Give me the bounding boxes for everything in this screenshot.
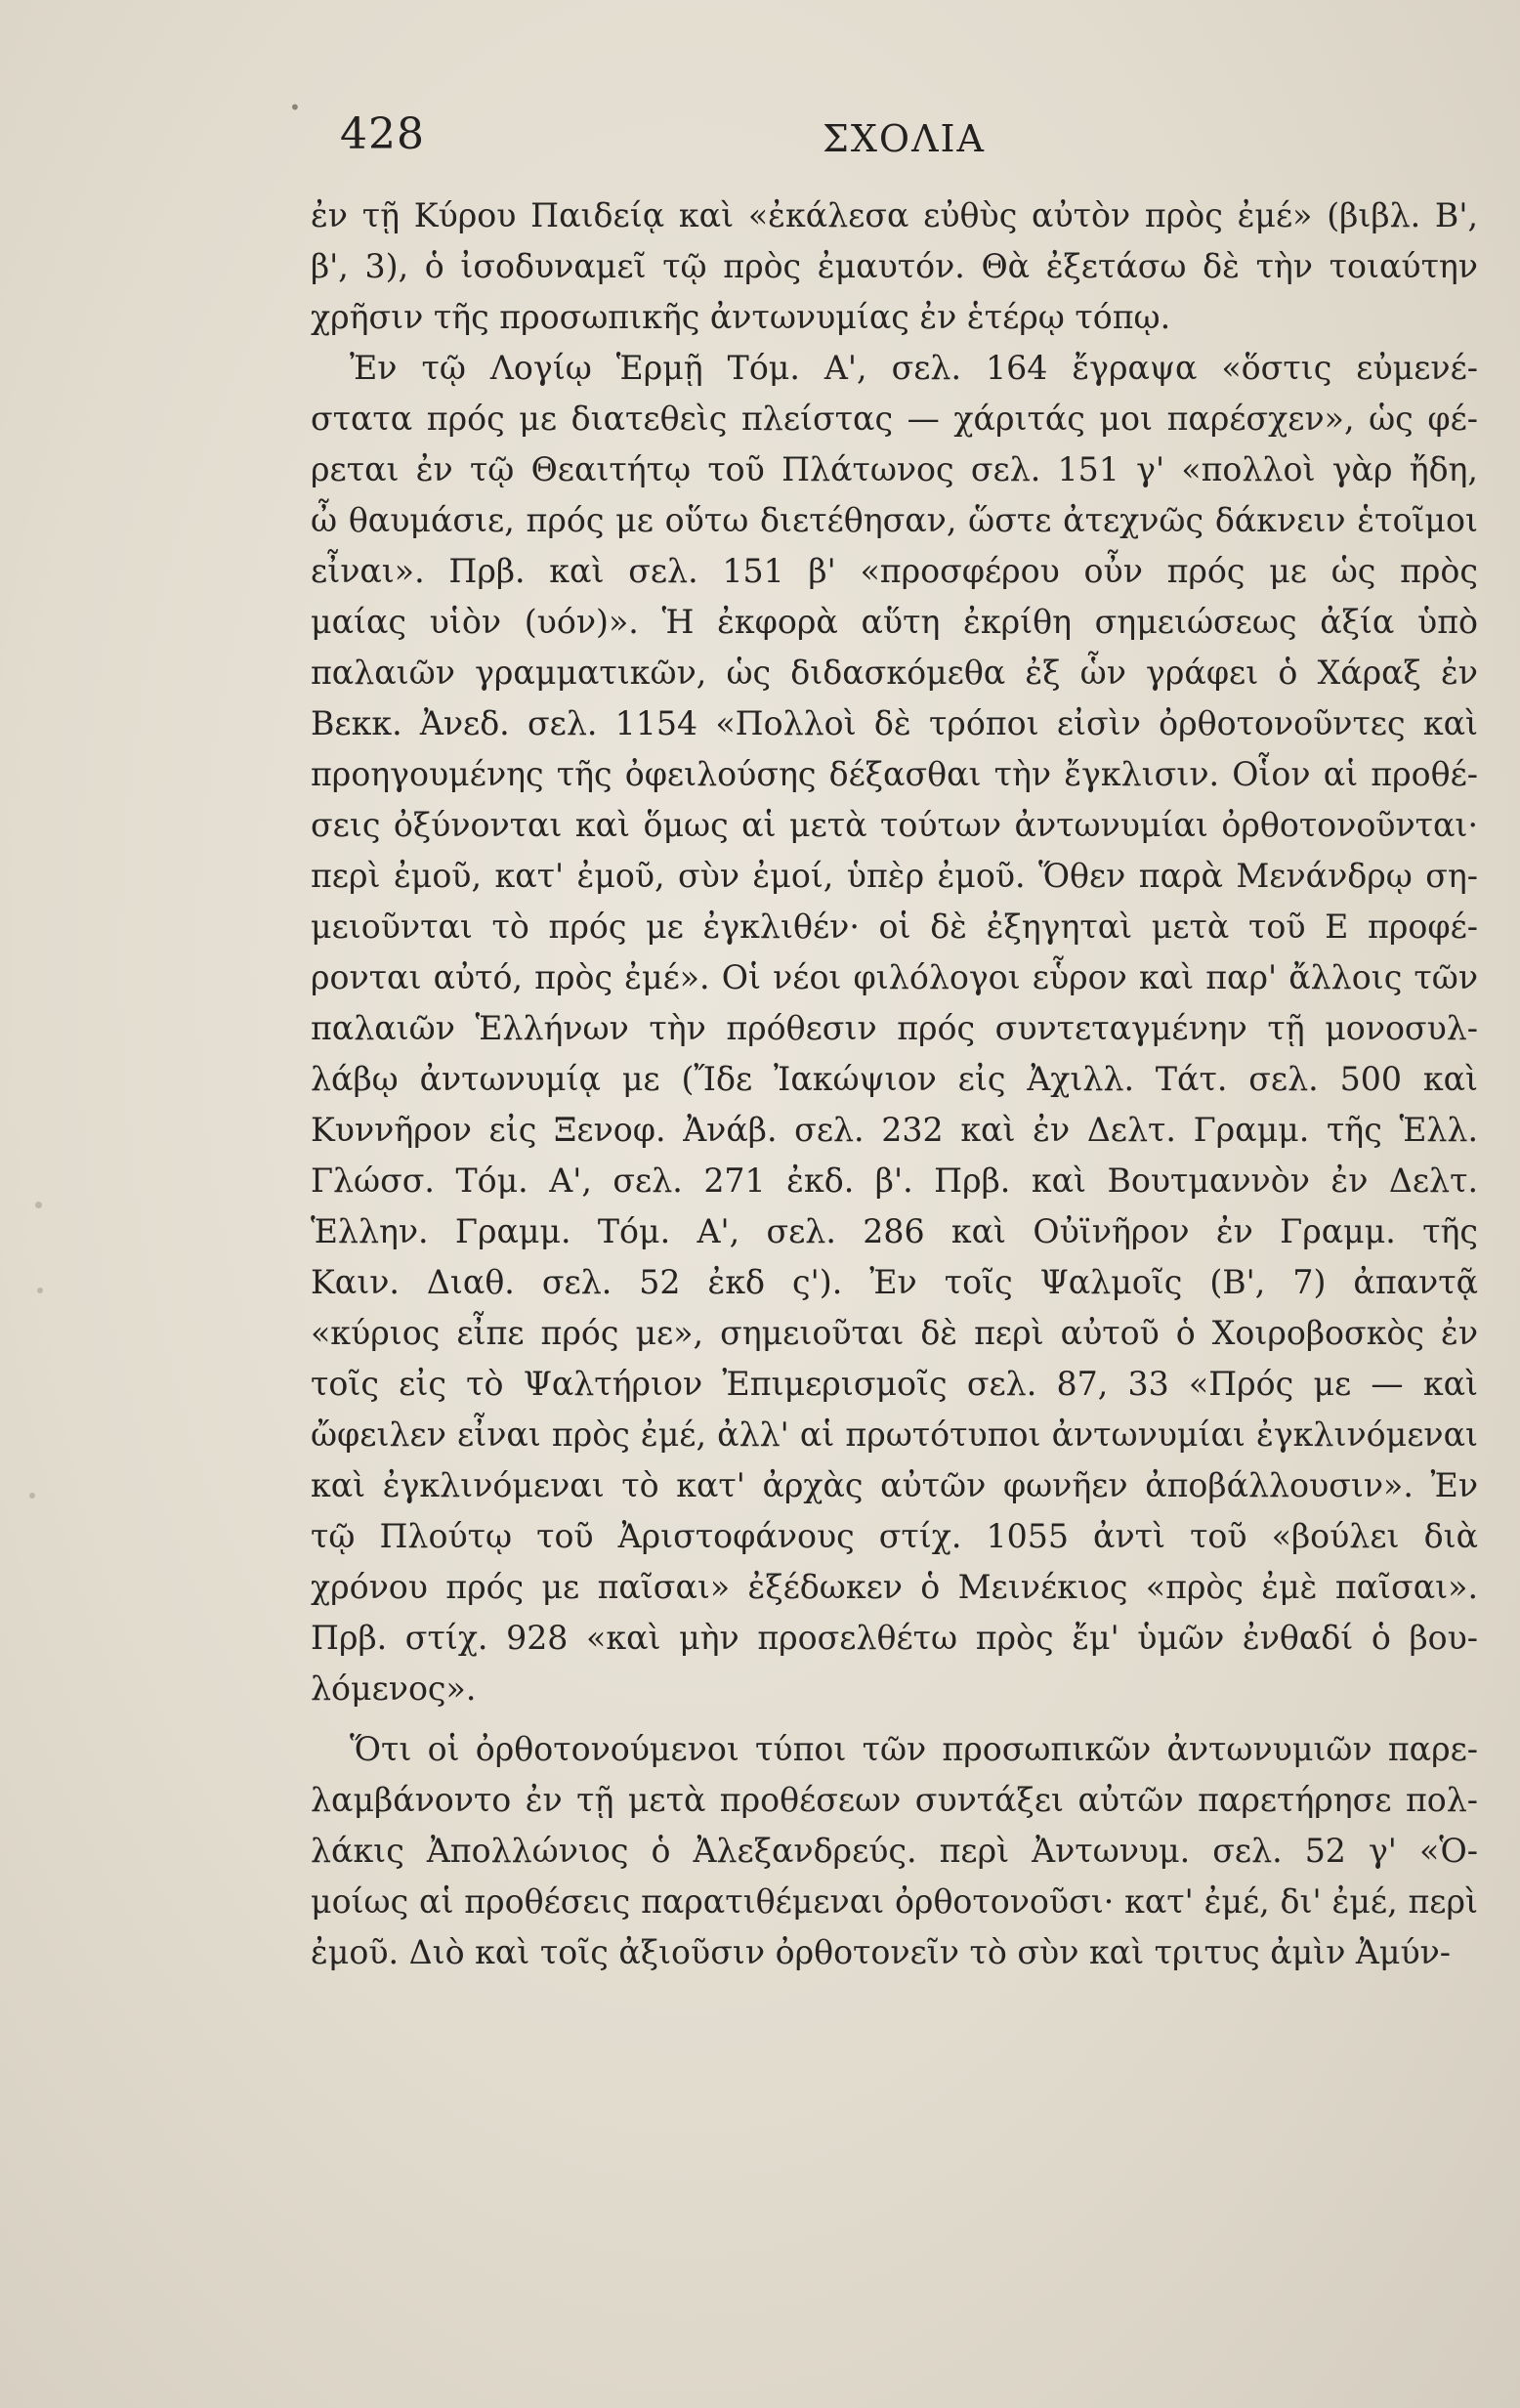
text-line: μειοῦνται τὸ πρός με ἐγκλιθέν· οἱ δὲ ἐξηγηταὶ μετὰ τοῦ Ε προφέ-: [311, 908, 1478, 946]
text-line: ρονται αὐτό, πρὸς ἐμέ». Οἱ νέοι φιλόλογοι εὗρον καὶ παρ' ἄλλοις τῶν: [311, 958, 1478, 996]
text-line: στατα πρός με διατεθεὶς πλείστας — χάριτάς μοι παρέσχεν», ὡς φέ-: [311, 400, 1478, 438]
text-line: Ὅτι οἱ ὀρθοτονούμενοι τύποι τῶν προσωπικῶν ἀντωνυμιῶν παρε-: [350, 1730, 1478, 1768]
text-line: παλαιῶν γραμματικῶν, ὡς διδασκόμεθα ἐξ ὧν γράφει ὁ Χάραξ ἐν: [311, 654, 1478, 692]
text-line: ὤφειλεν εἶναι πρὸς ἐμέ, ἀλλ' αἱ πρωτότυποι ἀντωνυμίαι ἐγκλινόμεναι: [311, 1415, 1478, 1454]
text-line: Κυννῆρον εἰς Ξενοφ. Ἀνάβ. σελ. 232 καὶ ἐν Δελτ. Γραμμ. τῆς Ἑλλ.: [311, 1111, 1478, 1149]
text-line: εἶναι». Πρβ. καὶ σελ. 151 β' «προσφέρου οὖν πρός με ὡς πρὸς: [311, 552, 1478, 590]
text-line: ρεται ἐν τῷ Θεαιτήτῳ τοῦ Πλάτωνος σελ. 151 γ' «πολλοὶ γὰρ ἤδη,: [311, 450, 1478, 488]
text-line: μοίως αἱ προθέσεις παρατιθέμεναι ὀρθοτονοῦσι· κατ' ἐμέ, δι' ἐμέ, περὶ: [311, 1882, 1478, 1921]
page-header: [0, 109, 1520, 168]
text-line: ἐν τῇ Κύρου Παιδείᾳ καὶ «ἐκάλεσα εὐθὺς αὐτὸν πρὸς ἐμέ» (βιβλ. Β',: [311, 196, 1478, 234]
text-line: προηγουμένης τῆς ὀφειλούσης δέξασθαι τὴν ἔγκλισιν. Οἷον αἱ προθέ-: [311, 755, 1478, 793]
margin-speck-icon: [37, 1288, 43, 1293]
text-line: τῷ Πλούτῳ τοῦ Ἀριστοφάνους στίχ. 1055 ἀντὶ τοῦ «βούλει διὰ: [311, 1517, 1478, 1555]
text-line: λόμενος».: [311, 1669, 477, 1708]
text-line: Πρβ. στίχ. 928 «καὶ μὴν προσελθέτω πρὸς ἔμ' ὑμῶν ἐνθαδί ὁ βου-: [311, 1619, 1478, 1657]
margin-speck-icon: [29, 1493, 35, 1499]
text-line: Ἑλλην. Γραμμ. Τόμ. Α', σελ. 286 καὶ Οὐϊνῆρον ἐν Γραμμ. τῆς: [311, 1212, 1478, 1250]
text-line: Καιν. Διαθ. σελ. 52 ἐκδ ς'). Ἐν τοῖς Ψαλμοῖς (Β', 7) ἀπαντᾷ: [311, 1263, 1478, 1301]
text-line: ὦ θαυμάσιε, πρός με οὕτω διετέθησαν, ὥστε ἀτεχνῶς δάκνειν ἑτοῖμοι: [311, 501, 1478, 539]
page-number: 428: [340, 109, 425, 159]
margin-speck-icon: [35, 1202, 42, 1208]
text-line: περὶ ἐμοῦ, κατ' ἐμοῦ, σὺν ἐμοί, ὑπὲρ ἐμοῦ. Ὅθεν παρὰ Μενάνδρῳ ση-: [311, 857, 1478, 895]
text-line: β', 3), ὁ ἰσοδυναμεῖ τῷ πρὸς ἐμαυτόν. Θὰ ἐξετάσω δὲ τὴν τοιαύτην: [311, 247, 1478, 285]
text-line: λαμβάνοντο ἐν τῇ μετὰ προθέσεων συντάξει αὐτῶν παρετήρησε πολ-: [311, 1781, 1478, 1819]
paragraph-p2: [311, 343, 1478, 1714]
text-line: τοῖς εἰς τὸ Ψαλτήριον Ἐπιμερισμοῖς σελ. 87, 33 «Πρός με — καὶ: [311, 1365, 1478, 1403]
paragraph-p1: [311, 190, 1478, 343]
text-line: Γλώσσ. Τόμ. Α', σελ. 271 ἐκδ. β'. Πρβ. καὶ Βουτμαννὸν ἐν Δελτ.: [311, 1162, 1478, 1200]
text-line: καὶ ἐγκλινόμεναι τὸ κατ' ἀρχὰς αὐτῶν φωνῆεν ἀποβάλλουσιν». Ἐν: [311, 1466, 1478, 1504]
running-title: ΣΧΟΛΙΑ: [823, 117, 986, 160]
text-line: Ἐν τῷ Λογίῳ Ἑρμῇ Τόμ. Α', σελ. 164 ἔγραψα «ὅστις εὐμενέ-: [350, 349, 1478, 387]
text-line: μαίας υἱὸν (υόν)». Ἡ ἐκφορὰ αὕτη ἐκρίθη σημειώσεως ἀξία ὑπὸ: [311, 603, 1478, 641]
margin-dot-icon: •: [289, 96, 301, 119]
text-line: σεις ὀξύνονται καὶ ὅμως αἱ μετὰ τούτων ἀντωνυμίαι ὀρθοτονοῦνται·: [311, 806, 1478, 844]
paragraph-p3: [311, 1724, 1478, 1978]
text-line: λάβῳ ἀντωνυμίᾳ με (Ἴδε Ἰακώψιον εἰς Ἀχιλλ. Τάτ. σελ. 500 καὶ: [311, 1060, 1478, 1098]
text-line: ἐμοῦ. Διὸ καὶ τοῖς ἀξιοῦσιν ὀρθοτονεῖν τὸ σὺν καὶ τριτυς ἀμὶν Ἀμύν-: [311, 1933, 1452, 1971]
text-line: χρόνου πρός με παῖσαι» ἐξέδωκεν ὁ Μεινέκιος «πρὸς ἐμὲ παῖσαι».: [311, 1568, 1478, 1606]
text-line: λάκις Ἀπολλώνιος ὁ Ἀλεξανδρεύς. περὶ Ἀντωνυμ. σελ. 52 γ' «Ὁ-: [311, 1832, 1478, 1870]
text-line: Βεκκ. Ἀνεδ. σελ. 1154 «Πολλοὶ δὲ τρόποι εἰσὶν ὀρθοτονοῦντες καὶ: [311, 704, 1478, 742]
text-line: παλαιῶν Ἑλλήνων τὴν πρόθεσιν πρός συντεταγμένην τῇ μονοσυλ-: [311, 1009, 1478, 1047]
text-line: χρῆσιν τῆς προσωπικῆς ἀντωνυμίας ἐν ἑτέρῳ τόπῳ.: [311, 298, 1171, 336]
text-line: «κύριος εἶπε πρός με», σημειοῦται δὲ περὶ αὐτοῦ ὁ Χοιροβοσκὸς ἐν: [311, 1314, 1478, 1352]
body-text: [311, 190, 1478, 1978]
